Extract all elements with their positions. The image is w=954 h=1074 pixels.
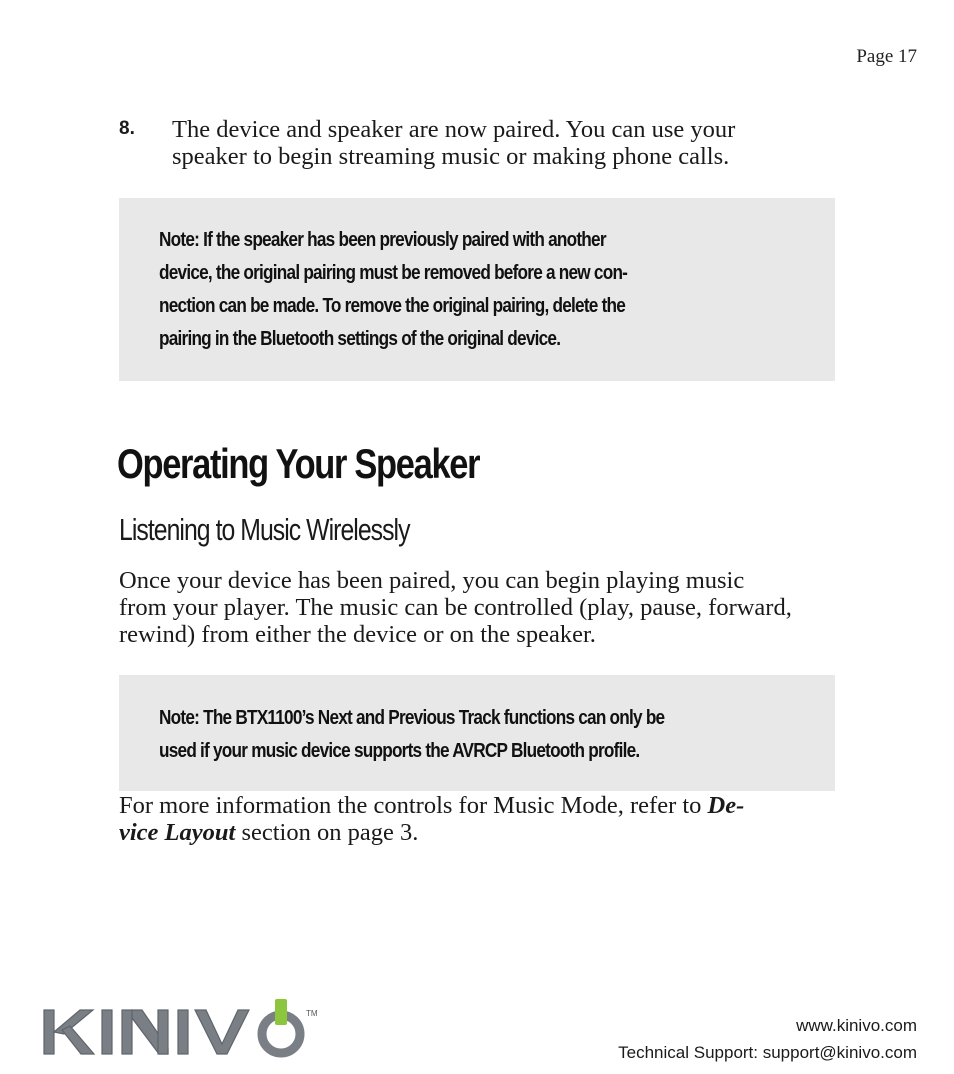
note-text	[159, 702, 793, 768]
body-paragraph	[119, 567, 839, 648]
device-layout-reference: vice Layout	[119, 819, 236, 846]
more-info-line-2	[119, 819, 839, 846]
section-heading: Operating Your Speaker	[117, 440, 480, 487]
body-line: Once your device has been paired, you can begin playing music	[119, 567, 745, 594]
device-layout-reference: De-	[707, 792, 745, 819]
website-link[interactable]: www.kinivo.com	[796, 1016, 917, 1035]
note-line: device, the original pairing must be removed before a new con-	[159, 262, 628, 284]
note-box-track-functions	[119, 675, 835, 791]
body-line: from your player. The music can be controlled (play, pause, forward,	[119, 594, 792, 621]
step-number: 8.	[119, 118, 135, 139]
kinivo-logo	[42, 996, 322, 1058]
step-line: The device and speaker are now paired. You can use your	[172, 116, 736, 143]
note-line: Note: If the speaker has been previously paired with another	[159, 229, 606, 251]
step-text	[172, 116, 819, 170]
note-line: Note: The BTX1100’s Next and Previous Track functions can only be	[159, 707, 665, 729]
more-info-suffix: section on page 3.	[235, 819, 419, 846]
note-line: used if your music device supports the AVRCP Bluetooth profile.	[159, 740, 640, 762]
more-info-prefix: For more information the controls for Music Mode, refer to	[119, 792, 708, 819]
body-line: rewind) from either the device or on the speaker.	[119, 621, 596, 648]
support-contact[interactable]: Technical Support: support@kinivo.com	[618, 1043, 917, 1062]
more-info-line-1	[119, 792, 839, 819]
step-8	[119, 116, 819, 170]
page-number: Page 17	[856, 46, 917, 67]
section-subheading: Listening to Music Wirelessly	[119, 512, 410, 547]
more-info-paragraph	[119, 792, 839, 846]
footer-contact	[618, 1012, 917, 1066]
note-text	[159, 224, 793, 356]
note-box-pairing	[119, 198, 835, 381]
step-line: speaker to begin streaming music or making phone calls.	[172, 143, 730, 170]
note-line: nection can be made. To remove the original pairing, delete the	[159, 295, 626, 317]
trademark-mark: TM	[306, 1009, 318, 1018]
note-line: pairing in the Bluetooth settings of the original device.	[159, 328, 561, 350]
